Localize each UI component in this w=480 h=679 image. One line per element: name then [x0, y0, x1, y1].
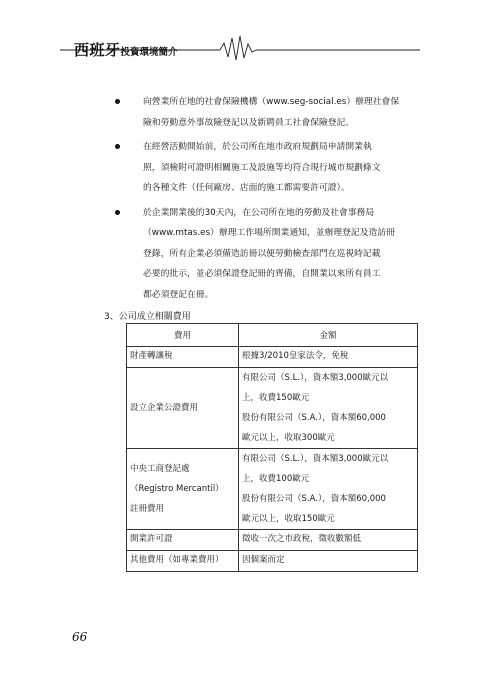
fee-cell: [127, 368, 239, 449]
bullet-item: [120, 203, 420, 306]
fee-cell-line: （Registro Mercantil）: [130, 484, 224, 494]
heartbeat-zigzag-icon: [220, 36, 256, 60]
bullet-line: 都必須登記在冊。: [143, 289, 214, 300]
table-row: [127, 530, 418, 551]
bullet-line: 的各種文件（任何廠房、店面的施工都需要許可證）。: [143, 183, 350, 193]
column-header-fee: 費用: [127, 324, 239, 347]
amount-cell: [239, 449, 418, 530]
amount-cell: 因個案而定: [239, 551, 418, 572]
bullet-line: 在經營活動開始前，於公司所在地市政府規劃局申請開業執: [143, 142, 372, 152]
header-title-main: 西班牙: [74, 41, 121, 59]
amount-cell-line: 上，收費150歐元: [242, 393, 310, 403]
amount-cell-line: 股份有限公司（S.A.），資本額60,000: [242, 413, 386, 423]
table-row: [127, 449, 418, 530]
bullet-dot-icon: [115, 210, 120, 215]
amount-cell-line: 歐元以上，收取150歐元: [242, 514, 335, 524]
amount-cell: [239, 368, 418, 449]
amount-cell-line: 股份有限公司（S.A.），資本額60,000: [242, 494, 386, 504]
bullet-line: 向營業所在地的社會保險機構（www.seg-social.es）辦理社會保: [143, 97, 400, 107]
bullet-line: 於企業開業後的30天內，在公司所在地的勞動及社會事務局: [143, 207, 375, 218]
bullet-line: 登錄，所有企業必須備造訪冊以便勞動檢查部門在巡視時記載: [143, 248, 381, 259]
fee-cell: 開業許可證: [127, 530, 239, 551]
fee-cell: [127, 449, 239, 530]
fee-cell-line: 註冊費用: [130, 504, 165, 514]
bullet-list: [120, 92, 420, 309]
fee-cell-line: 設立企業公證費用: [130, 403, 199, 413]
amount-cell: 徵收一次之市政稅，徵收數額低: [239, 530, 418, 551]
amount-cell-line: 有限公司（S.L.），資本額3,000歐元以: [242, 454, 389, 464]
bullet-item: [120, 137, 420, 199]
bullet-item: [120, 92, 420, 133]
amount-cell-line: 歐元以上，收取300歐元: [242, 433, 335, 443]
table-row: [127, 551, 418, 572]
bullet-dot-icon: [115, 99, 120, 104]
bullet-line: 必要的批示，並必須保證登記冊的齊備，自開業以來所有員工: [143, 269, 381, 279]
amount-cell: 根據3/2010皇家法令，免稅: [239, 347, 418, 368]
header-rule: [0, 30, 480, 66]
bullet-dot-icon: [115, 144, 120, 149]
bullet-line: 險和勞動意外事故險登記以及新聘員工社會保險登記。: [143, 117, 355, 128]
bullet-line: （www.mtas.es）辦理工作場所開業通知，並辦理登記及造訪冊: [143, 228, 395, 238]
fee-cell: 財產轉讓稅: [127, 347, 239, 368]
column-header-amount: 金額: [239, 324, 418, 347]
table-row: [127, 347, 418, 368]
amount-cell-line: 有限公司（S.L.），資本額3,000歐元以: [242, 373, 389, 383]
page-number: 66: [72, 630, 88, 644]
amount-cell-line: 上，收費100歐元: [242, 474, 310, 484]
section-title: 3、公司成立相關費用: [104, 312, 191, 322]
header-title-sub: 投資環境簡介: [120, 47, 178, 58]
fee-table: [126, 323, 418, 572]
table-row: [127, 368, 418, 449]
fee-cell: 其他費用（如專業費用）: [127, 551, 239, 572]
bullet-line: 照，須檢附可證明相關施工及設施等均符合現行城市規劃條文: [143, 162, 381, 173]
header-title: [74, 39, 178, 59]
fee-cell-line: 中央工商登記處: [130, 464, 190, 474]
table-header-row: [127, 324, 418, 347]
